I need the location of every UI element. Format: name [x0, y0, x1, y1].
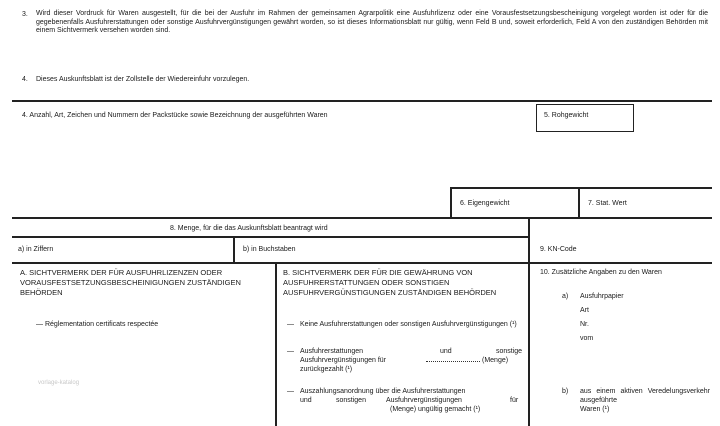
- divider-col-ab: [275, 262, 277, 426]
- sectionB-item3e: für: [510, 397, 519, 404]
- section3-text: Wird dieser Vordruck für Waren ausgestellt, für die bei der Ausfuhr im Rahmen der gemeinsamen Agrarpolitik eine Ausfuhrlizenz oder eine Vorausfestsetzungsbescheinigung vorgelegt worden ist oder für die gegebenenfalls Ausfuhrerstattungen oder sonstige Ausfuhrvergünstigungen gewährt worden, so ist dieses Informationsblatt nur gültig, wenn Feld B und, soweit erforderlich, Feld A von den zuständigen Behörden mit einem Sichtvermerk versehen worden sind.: [36, 10, 708, 34]
- sectionB-item1: Keine Ausfuhrerstattungen oder sonstigen Ausfuhrvergünstigungen (¹): [300, 321, 517, 328]
- box10-b-text2: Waren (¹): [580, 406, 610, 413]
- sectionB-item3-dash: —: [287, 388, 294, 395]
- divider-box8-ab: [233, 236, 235, 262]
- sectionB-item3d: Ausfuhrvergünstigungen: [386, 397, 462, 404]
- box5-label: 5. Rohgewicht: [544, 112, 589, 119]
- box10-a-title: Ausfuhrpapier: [580, 293, 624, 300]
- rule-top: [12, 100, 712, 102]
- divider-box6-7: [578, 187, 580, 217]
- box8-a-label: a) in Ziffern: [18, 246, 54, 253]
- sectionB-item2d: Ausfuhrvergünstigungen für: [300, 357, 386, 364]
- rule-box67-top: [450, 187, 712, 189]
- sectionA-item: [36, 320, 158, 329]
- section4-note-text: Dieses Auskunftsblatt ist der Zollstelle der Wiedereinfuhr vorzulegen.: [36, 76, 250, 83]
- sectionB-item2f: zurückgezahlt (¹): [300, 366, 353, 373]
- box10-a-nr: Nr.: [580, 321, 589, 328]
- watermark: vorlage-katalog: [38, 380, 80, 386]
- box8-b-label: b) in Buchstaben: [243, 246, 296, 253]
- box10-a-label: a): [562, 293, 569, 300]
- divider-box6-left: [450, 187, 452, 217]
- sectionA-item-dash: [36, 321, 45, 328]
- sectionB-item3b: und: [300, 397, 312, 404]
- divider-col3: [528, 217, 530, 426]
- box10-b-label: b): [562, 388, 569, 395]
- sectionA-title: A. SICHTVERMERK DER FÜR AUSFUHRLIZENZEN ODER VORAUSFESTSETZUNGSBESCHEINIGUNGEN ZUSTÄNDIGEN BEHÖRDEN: [20, 268, 241, 297]
- box4-label: 4. Anzahl, Art, Zeichen und Nummern der Packstücke sowie Bezeichnung der ausgeführten Waren: [22, 112, 328, 119]
- rule-box8-top: [12, 217, 712, 219]
- sectionB-item3c: sonstigen: [336, 397, 366, 404]
- sectionB-item2-blank[interactable]: [426, 361, 480, 363]
- sectionB-item2a: Ausfuhrerstattungen: [300, 348, 364, 355]
- sectionB-item2b: und: [440, 348, 452, 355]
- sectionA-item-text: Réglementation certificats respectée: [44, 321, 159, 328]
- box10-a-art: Art: [580, 307, 589, 314]
- sectionB-item2-dash: —: [287, 348, 294, 355]
- box8-label: 8. Menge, für die das Auskunftsblatt beantragt wird: [170, 225, 328, 232]
- sectionB-item3f: (Menge) ungültig gemacht (¹): [390, 406, 481, 413]
- sectionB-item2e: (Menge): [482, 357, 509, 364]
- box10-label: 10. Zusätzliche Angaben zu den Waren: [540, 269, 662, 276]
- section3-number: 3.: [22, 11, 28, 18]
- sectionB-title: B. SICHTVERMERK DER FÜR DIE GEWÄHRUNG VON AUSFUHRERSTATTUNGEN ODER SONSTIGEN AUSFUHRVERGÜNSTIGUNGEN ZUSTÄNDIGEN BEHÖRDEN: [283, 268, 497, 297]
- box9-label: 9. KN-Code: [540, 246, 577, 253]
- section4-note-number: 4.: [22, 76, 28, 83]
- sectionB-item1-dash: —: [287, 321, 294, 328]
- rule-box8-inner: [12, 236, 528, 238]
- rule-sections-top: [12, 262, 712, 264]
- box6-label: 6. Eigengewicht: [460, 200, 510, 207]
- box7-label: 7. Stat. Wert: [588, 200, 627, 207]
- sectionB-item3a: Auszahlungsanordnung über die Ausfuhrerstattungen: [300, 388, 466, 395]
- box10-b-text1: aus einem aktiven Veredelungsverkehr ausgeführte: [580, 388, 710, 404]
- box10-a-vom: vom: [580, 335, 594, 342]
- sectionB-item2c: sonstige: [496, 348, 523, 355]
